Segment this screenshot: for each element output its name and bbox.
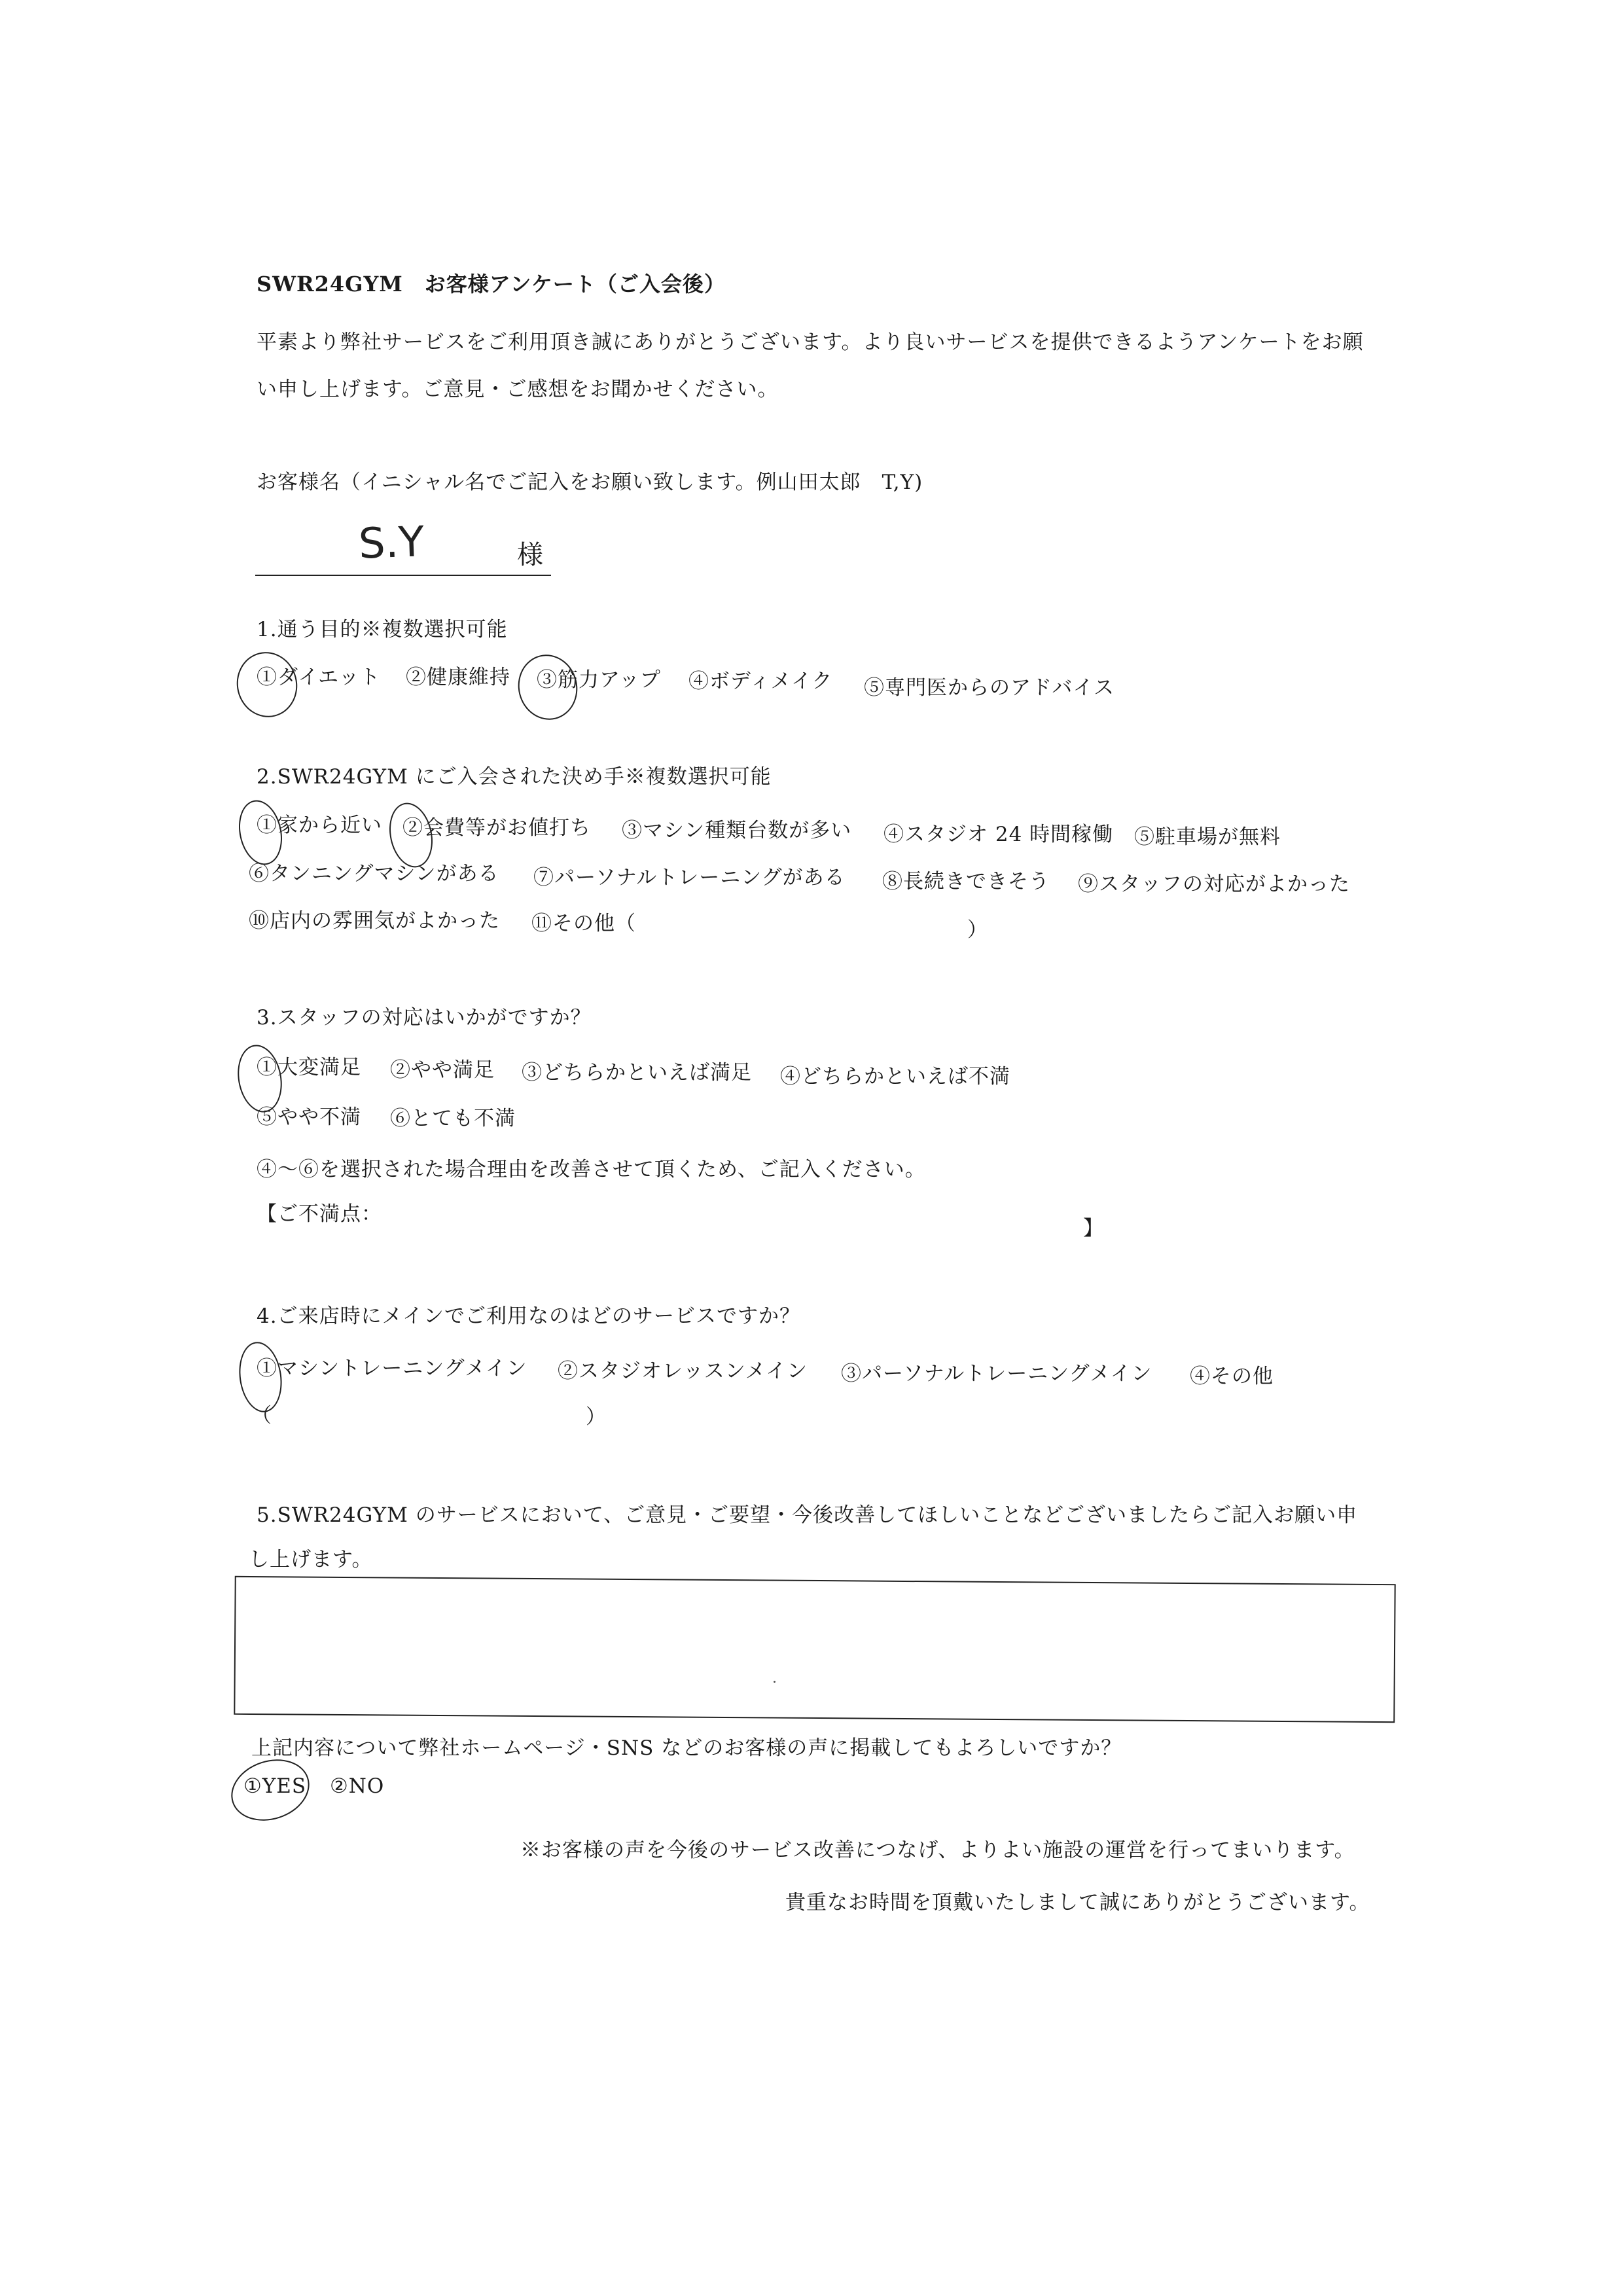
q2-other-close: ）: [967, 918, 988, 942]
q4-option-3[interactable]: ③パーソナルトレーニングメイン: [841, 1362, 1152, 1386]
q2-option-1[interactable]: ①家から近い: [257, 814, 382, 837]
q2-option-8[interactable]: ⑧長続きできそう: [882, 870, 1050, 893]
q1-option-4[interactable]: ④ボディメイク: [688, 670, 833, 693]
intro-line-1: 平素より弊社サービスをご利用頂き誠にありがとうございます。より良いサービスを提供できるようアンケートをお願: [257, 331, 1364, 354]
q3-option-6[interactable]: ⑥とても不満: [390, 1107, 516, 1130]
q5-question-line-2: し上げます。: [249, 1548, 373, 1571]
q2-option-2[interactable]: ②会費等がお値打ち: [402, 816, 591, 840]
q2-question: 2.SWR24GYM にご入会された決め手※複数選択可能: [257, 765, 772, 789]
scan-speck: [774, 1681, 776, 1683]
q3-question: 3.スタッフの対応はいかがですか？: [257, 1006, 592, 1030]
q1-selection-circle-3: [511, 649, 584, 726]
q1-option-2[interactable]: ②健康維持: [406, 666, 510, 689]
q2-option-10[interactable]: ⑩店内の雰囲気がよかった: [249, 909, 500, 933]
form-title: SWR24GYM お客様アンケート（ご入会後）: [257, 272, 726, 296]
q4-other-close: ）: [586, 1405, 607, 1429]
customer-name-label: お客様名（イニシャル名でご記入をお願い致します。例山田太郎 T,Y): [257, 471, 923, 494]
q2-option-4[interactable]: ④スタジオ 24 時間稼働: [883, 823, 1114, 846]
intro-line-2: い申し上げます。ご意見・ご感想をお聞かせください。: [257, 378, 779, 401]
q2-selection-circle-2: [383, 798, 438, 871]
q3-selection-circle-1: [232, 1041, 287, 1116]
consent-question: 上記内容について弊社ホームページ・SNS などのお客様の声に掲載してもよろしいですか？: [251, 1736, 1122, 1760]
q3-option-1[interactable]: ①大変満足: [257, 1056, 361, 1079]
q3-complaint-open: 【ご不満点：: [257, 1202, 382, 1226]
q1-question: 1.通う目的※複数選択可能: [257, 618, 508, 641]
footer-thanks: 貴重なお時間を頂戴いたしまして誠にありがとうございます。: [785, 1891, 1370, 1914]
consent-no-option[interactable]: ②NO: [330, 1774, 385, 1798]
q5-answer-box[interactable]: [234, 1576, 1395, 1723]
q4-option-1[interactable]: ①マシントレーニングメイン: [257, 1357, 527, 1380]
q1-selection-circle-1: [230, 645, 304, 723]
consent-selection-circle-yes: [223, 1749, 317, 1830]
q4-option-2[interactable]: ②スタジオレッスンメイン: [558, 1359, 808, 1383]
q2-selection-circle-1: [233, 796, 287, 869]
customer-name-suffix: 様: [517, 540, 544, 570]
q3-option-3[interactable]: ③どちらかといえば満足: [522, 1061, 752, 1085]
footer-note: ※お客様の声を今後のサービス改善につなげ、よりよい施設の運営を行ってまいります。: [520, 1839, 1355, 1862]
customer-name-underline: [255, 575, 551, 576]
q5-question-line-1: 5.SWR24GYM のサービスにおいて、ご意見・ご要望・今後改善してほしいことなどございましたらご記入お願い申: [257, 1503, 1358, 1527]
q4-selection-circle-1: [235, 1339, 286, 1415]
q3-option-2[interactable]: ②やや満足: [390, 1058, 495, 1082]
q4-other-open: （: [251, 1404, 272, 1427]
q3-option-5[interactable]: ⑤やや不満: [257, 1105, 361, 1129]
q4-question: 4.ご来店時にメインでご利用なのはどのサービスですか？: [257, 1304, 800, 1328]
q3-complaint-close: 】: [1083, 1217, 1104, 1240]
q2-option-5[interactable]: ⑤駐車場が無料: [1134, 825, 1281, 849]
q2-option-9[interactable]: ⑨スタッフの対応がよかった: [1078, 872, 1350, 896]
q2-option-3[interactable]: ③マシン種類台数が多い: [622, 819, 852, 842]
consent-yes-option[interactable]: ①YES: [243, 1774, 307, 1798]
q2-option-11[interactable]: ⑪その他（: [531, 912, 636, 935]
q1-option-1[interactable]: ①ダイエット: [257, 666, 381, 689]
q1-option-5[interactable]: ⑤専門医からのアドバイス: [864, 676, 1115, 700]
handwritten-customer-name[interactable]: S.Y: [357, 518, 425, 569]
q4-option-4[interactable]: ④その他: [1190, 1365, 1274, 1388]
q2-option-7[interactable]: ⑦パーソナルトレーニングがある: [533, 866, 846, 889]
q3-option-4[interactable]: ④どちらかといえば不満: [780, 1065, 1010, 1088]
q2-option-6[interactable]: ⑥タンニングマシンがある: [249, 862, 499, 886]
q3-note: ④～⑥を選択された場合理由を改善させて頂くため、ご記入ください。: [257, 1158, 926, 1181]
q1-option-3[interactable]: ③筋力アップ: [537, 668, 661, 692]
